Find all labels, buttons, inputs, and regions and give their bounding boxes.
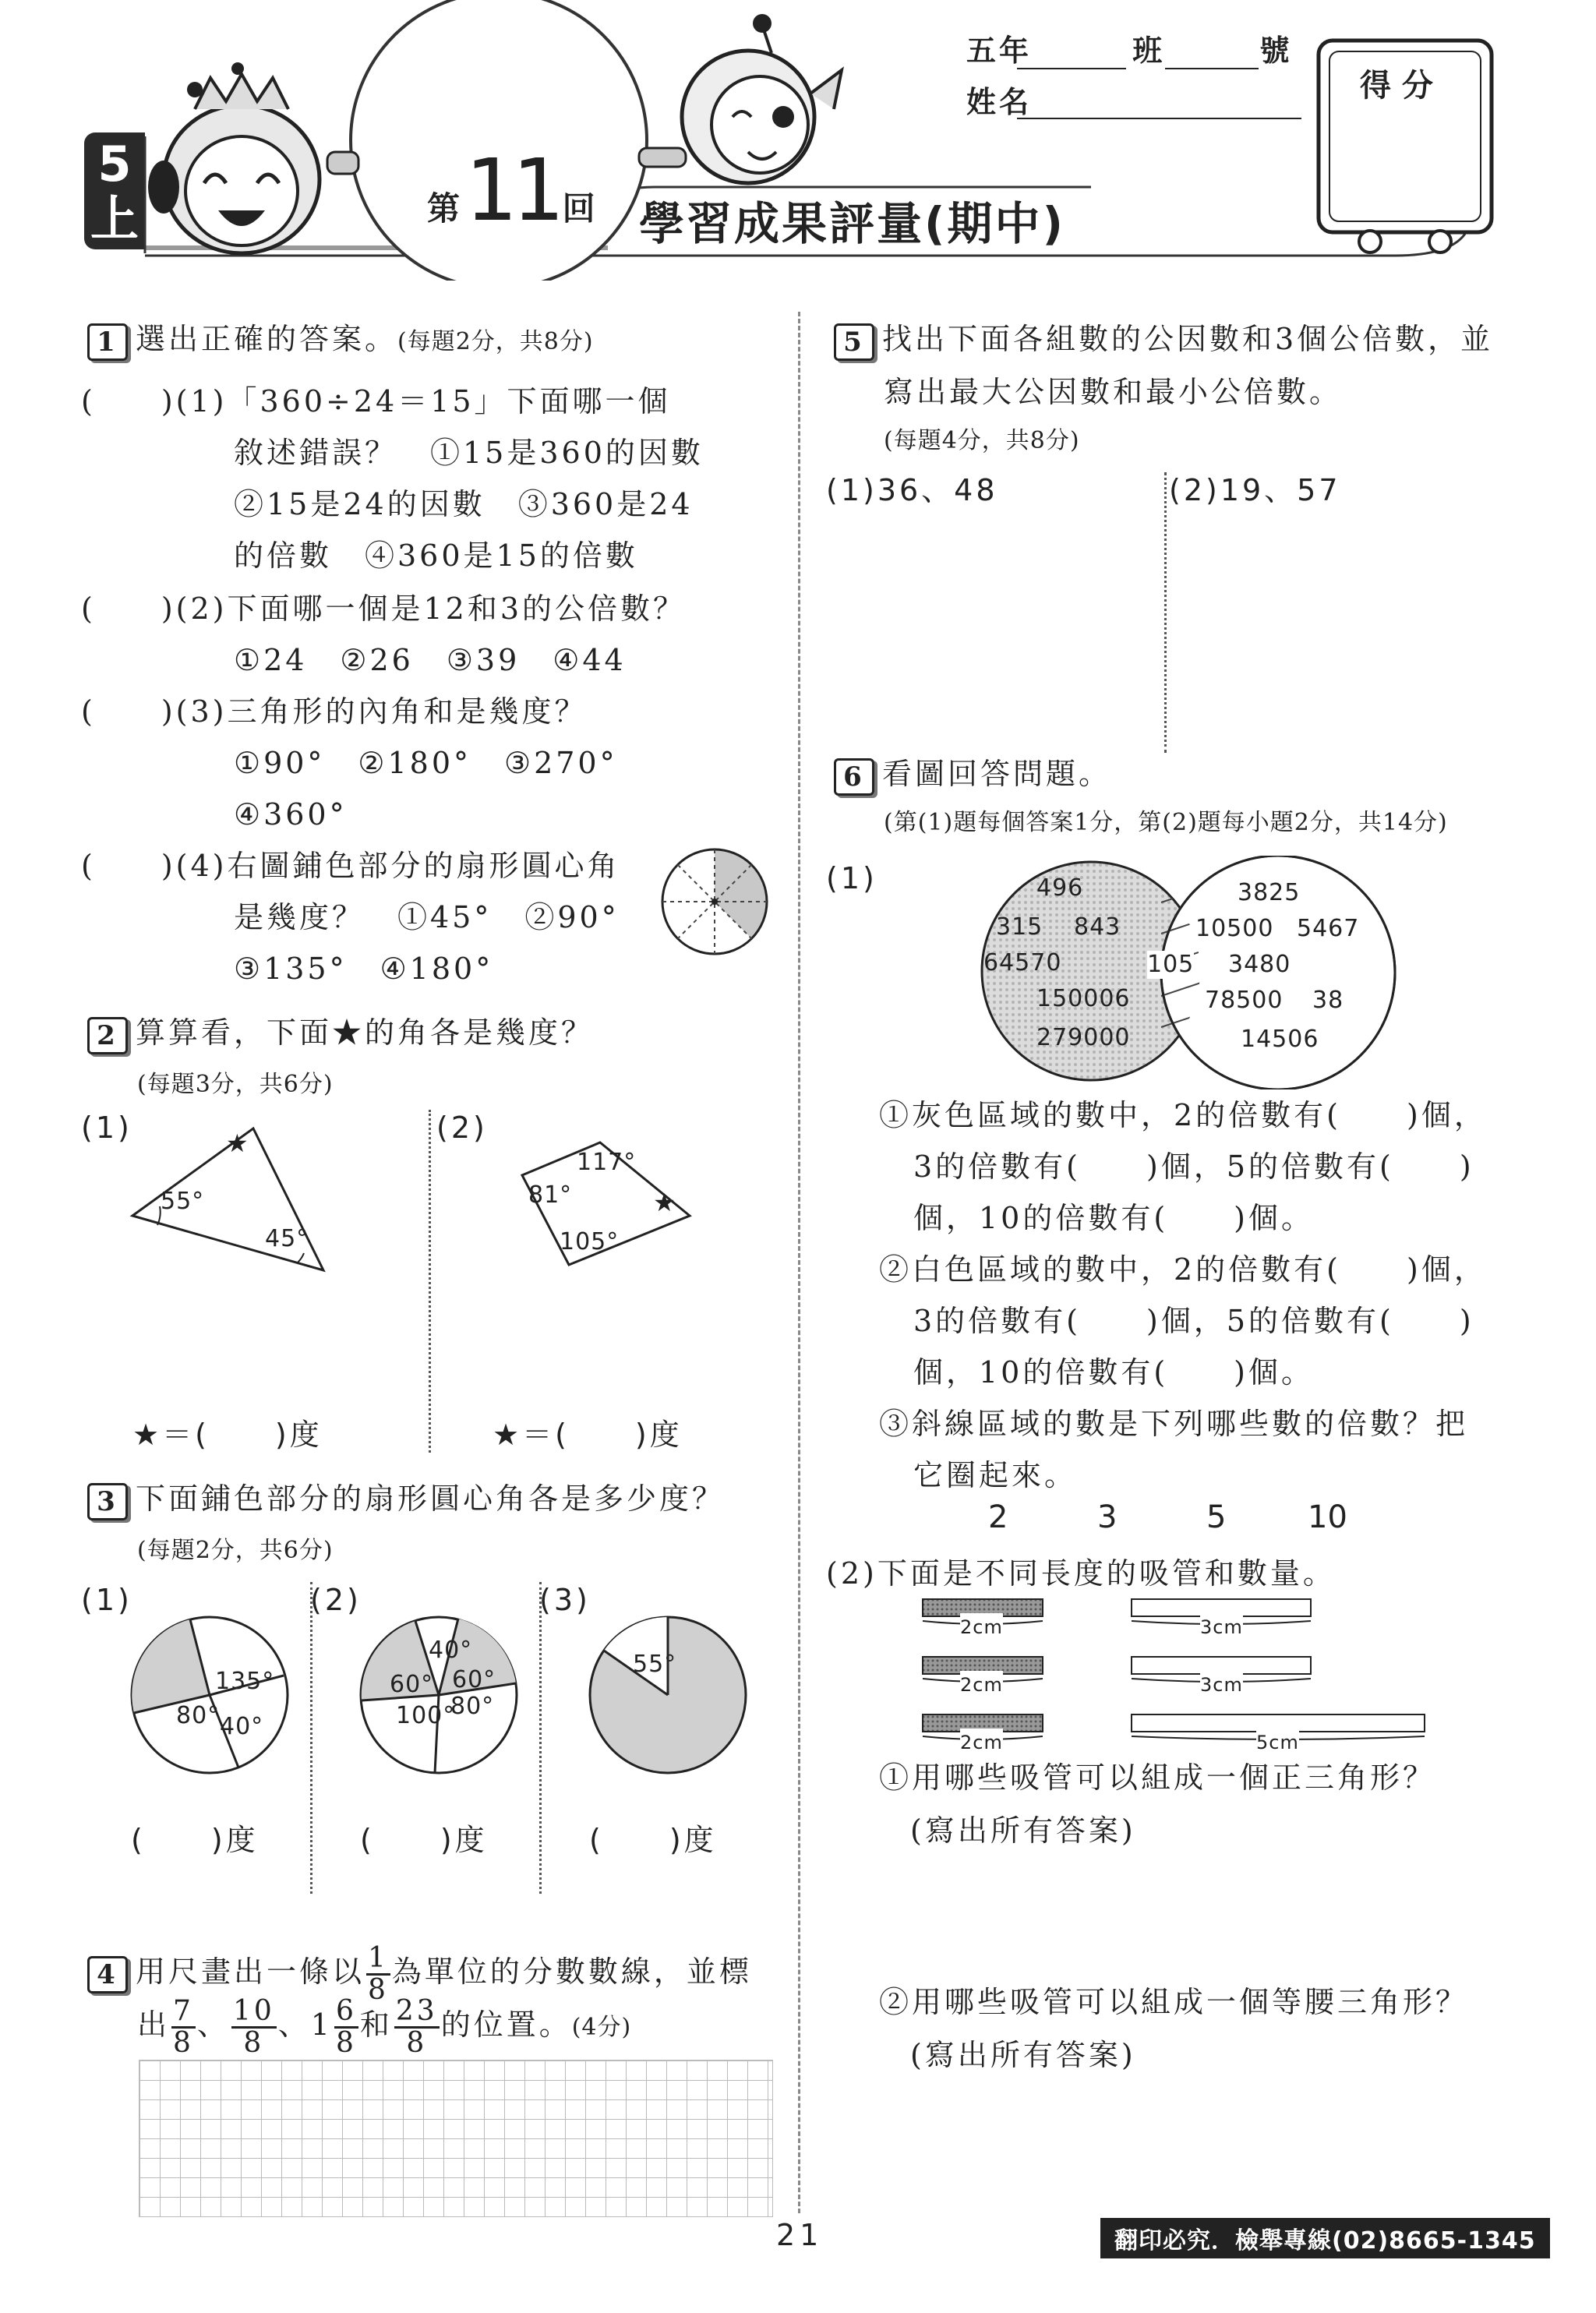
q1-item4-line: 是幾度？ ①45° ②90° xyxy=(234,900,620,934)
q3-divider-1 xyxy=(310,1582,312,1894)
q4-sep: 、 xyxy=(196,2008,230,2042)
q4-unit-num: 1 xyxy=(368,1942,389,1974)
q4-drawing-grid[interactable] xyxy=(139,2060,773,2217)
q1-item4-line: ③135° ④180° xyxy=(234,952,494,986)
straw-label-right-2: 3cm xyxy=(1200,1671,1243,1699)
q4-unit-den: 8 xyxy=(368,1974,389,2006)
q4-text-a: 用尺畫出一條以 xyxy=(136,1955,365,1989)
q1-item3-line: ①90° ②180° ③270° xyxy=(234,746,618,780)
q4-text-c: 出 xyxy=(137,2008,171,2042)
q5-sub1: (1)36、48 xyxy=(826,473,998,507)
round-label xyxy=(427,140,595,240)
q1-heading xyxy=(87,321,594,361)
choice-2[interactable]: 2 xyxy=(988,1499,1008,1535)
venn-right-2: 10500 xyxy=(1195,915,1274,942)
q4-line2 xyxy=(137,1997,631,2058)
q6-ask1b: (寫出所有答案) xyxy=(910,1813,1136,1848)
q2-tri-angle-a: 55° xyxy=(161,1188,205,1215)
q5-line2: 寫出最大公因數和最小公倍數。 xyxy=(884,375,1343,409)
q6-sub2: (2)下面是不同長度的吸管和數量。 xyxy=(826,1556,1336,1591)
q3-sub3-label: (3) xyxy=(539,1583,591,1617)
q4-f4-den: 8 xyxy=(406,2027,428,2059)
q4-f1-num: 7 xyxy=(173,1995,194,2027)
venn-right-4: 3480 xyxy=(1228,951,1291,978)
q3-circle-3 xyxy=(586,1613,750,1777)
seat-label: 號 xyxy=(1259,34,1293,68)
q1-item1-line: ( )(1)「360÷24＝15」下面哪一個 xyxy=(81,384,671,418)
q1-item2-line: ①24 ②26 ③39 ④44 xyxy=(234,643,627,677)
venn-left-4: 64570 xyxy=(983,949,1062,976)
q3-c1-c: 40° xyxy=(220,1713,264,1740)
q4-and: 和 xyxy=(359,2008,393,2042)
q6-line: 3的倍數有( )個，5的倍數有( ) xyxy=(913,1149,1474,1184)
q1-prompt: 選出正確的答案。 xyxy=(136,322,398,356)
q6-line: ③斜線區域的數是下列哪些數的倍數？把 xyxy=(879,1407,1469,1441)
q6-line: ②白色區域的數中，2的倍數有( )個， xyxy=(879,1252,1487,1287)
q5-line1 xyxy=(834,321,1493,361)
q4-f2-den: 8 xyxy=(243,2027,265,2059)
q2-answer1: ★＝( )度 xyxy=(132,1418,323,1452)
q4-fraction-1 xyxy=(171,1997,196,2058)
q5-sub2: (2)19、57 xyxy=(1169,473,1341,507)
q1-item1-line: ②15是24的因數 ③360是24 xyxy=(234,487,694,521)
q1-item3-line: ( )(3)三角形的內角和是幾度？ xyxy=(81,694,588,729)
straw-label-right-1: 3cm xyxy=(1200,1613,1243,1641)
q2-quad-angle-a: 117° xyxy=(577,1149,637,1176)
class-label: 班 xyxy=(1132,34,1166,68)
q3-c2-a: 40° xyxy=(429,1637,473,1664)
q2-points: (每題3分，共6分) xyxy=(137,1071,334,1098)
q4-text-d: 的位置。 xyxy=(440,2008,572,2042)
q4-f4-num: 23 xyxy=(395,1995,438,2027)
venn-middle: 105 xyxy=(1147,951,1195,978)
q2-quad-angle-b: 81° xyxy=(528,1181,573,1209)
q5-text-1: 找出下面各組數的公因數和3個公倍數，並 xyxy=(882,322,1494,356)
q3-c1-a: 135° xyxy=(215,1668,275,1695)
q1-item4-line: ( )(4)右圖鋪色部分的扇形圓心角 xyxy=(81,849,620,883)
q6-line: 個，10的倍數有( )個。 xyxy=(913,1201,1315,1235)
q4-number: 4 xyxy=(87,1956,128,1993)
straw-label-right-3: 5cm xyxy=(1256,1729,1299,1757)
left-robot-icon xyxy=(148,62,358,253)
q6-prompt: 看圖回答問題。 xyxy=(882,757,1112,791)
q3-number: 3 xyxy=(87,1483,128,1520)
q6-sub1: (1) xyxy=(826,861,877,895)
q6-line: 個，10的倍數有( )個。 xyxy=(913,1355,1315,1390)
q2-sub2-label: (2) xyxy=(436,1111,488,1145)
q6-choices xyxy=(988,1499,1347,1535)
q1-item1-line: 的倍數 ④360是15的倍數 xyxy=(234,539,638,573)
q1-item3 xyxy=(81,686,618,840)
q1-item4 xyxy=(81,840,620,994)
q2-number: 2 xyxy=(87,1017,128,1054)
q4-fraction-2 xyxy=(231,1997,277,2058)
q3-c2-c: 60° xyxy=(452,1666,496,1693)
venn-left-3: 843 xyxy=(1074,913,1121,941)
choice-5[interactable]: 5 xyxy=(1206,1499,1227,1535)
q3-prompt: 下面鋪色部分的扇形圓心角各是多少度？ xyxy=(136,1481,726,1516)
q6-heading xyxy=(834,756,1111,796)
q1-points: (每題2分，共8分) xyxy=(397,328,594,355)
q5-points: (每題4分，共8分) xyxy=(884,427,1080,454)
q6-ask1: ①用哪些吸管可以組成一個正三角形？ xyxy=(879,1760,1436,1795)
q6-ask2: ②用哪些吸管可以組成一個等腰三角形？ xyxy=(879,1985,1469,2019)
venn-left-6: 279000 xyxy=(1036,1024,1131,1051)
q3-c2-b: 60° xyxy=(390,1671,434,1698)
q3-sub1-label: (1) xyxy=(81,1583,132,1617)
venn-right-1: 3825 xyxy=(1238,879,1301,906)
choice-3[interactable]: 3 xyxy=(1097,1499,1118,1535)
venn-right-6: 38 xyxy=(1312,987,1344,1014)
q6-line: 它圈起來。 xyxy=(913,1458,1078,1492)
q2-answer2: ★＝( )度 xyxy=(493,1418,683,1452)
q4-f3-whole: 1 xyxy=(310,2008,333,2042)
q4-f3-num: 6 xyxy=(335,1995,357,2027)
round-prefix: 第 xyxy=(427,189,461,228)
q2-divider xyxy=(429,1110,431,1453)
venn-right-3: 5467 xyxy=(1297,915,1360,942)
grade-label: 五年 xyxy=(966,34,1033,68)
venn-right-7: 14506 xyxy=(1241,1026,1319,1053)
choice-10[interactable]: 10 xyxy=(1308,1499,1347,1535)
q1-item3-line: ④360° xyxy=(234,797,348,832)
q2-triangle-star: ★ xyxy=(226,1128,249,1158)
q3-answer1: ( )度 xyxy=(131,1823,259,1857)
venn-left-5: 150006 xyxy=(1036,985,1131,1012)
q4-fraction-3 xyxy=(334,1997,358,2058)
q6-ask2b: (寫出所有答案) xyxy=(910,2038,1136,2072)
q3-divider-2 xyxy=(539,1582,542,1894)
q6-line: ①灰色區域的數中，2的倍數有( )個， xyxy=(879,1098,1487,1132)
venn-right-5: 78500 xyxy=(1205,987,1284,1014)
q4-fraction-4 xyxy=(394,1997,440,2058)
page-number: 21 xyxy=(776,2218,824,2252)
q3-answer3: ( )度 xyxy=(589,1823,717,1857)
name-label: 姓名 xyxy=(966,85,1033,119)
q1-item1 xyxy=(81,376,704,581)
q4-f2-num: 10 xyxy=(232,1995,275,2027)
page-title: 學習成果評量(期中) xyxy=(639,197,1066,250)
q3-c2-e: 80° xyxy=(450,1693,495,1720)
q4-f3-den: 8 xyxy=(335,2027,357,2059)
venn-left-1: 496 xyxy=(1036,874,1084,902)
q1-item2-line: ( )(2)下面哪一個是12和3的公倍數？ xyxy=(81,591,687,626)
grade-tag-text: 5上 xyxy=(90,136,139,247)
q3-answer2: ( )度 xyxy=(360,1823,488,1857)
q6-questions xyxy=(879,1089,1487,1501)
q3-heading xyxy=(87,1481,725,1520)
venn-left-2: 315 xyxy=(996,913,1043,941)
q6-points: (第(1)題每個答案1分，第(2)題每小題2分，共14分) xyxy=(884,809,1448,836)
q2-sub1-label: (1) xyxy=(81,1111,132,1145)
q2-quad-star: ★ xyxy=(653,1188,676,1217)
copyright-notice: 翻印必究．檢舉專線(02)8665-1345 xyxy=(1100,2218,1550,2258)
q4-text-b: 為單位的分數數線，並標 xyxy=(391,1955,752,1989)
q6-line: 3的倍數有( )個，5的倍數有( ) xyxy=(913,1304,1474,1338)
q5-number: 5 xyxy=(834,323,874,361)
q1-sector-figure xyxy=(656,843,773,960)
round-suffix: 回 xyxy=(562,189,595,228)
q5-divider xyxy=(1164,472,1167,753)
right-robot-icon xyxy=(639,14,842,183)
q2-quad-angle-c: 105° xyxy=(560,1228,620,1255)
q1-number: 1 xyxy=(87,323,128,361)
score-label: 得 分 xyxy=(1360,68,1433,104)
straw-label-left-2: 2cm xyxy=(960,1671,1003,1699)
column-divider xyxy=(798,312,800,2213)
q2-tri-angle-b: 45° xyxy=(265,1225,309,1252)
q3-c2-d: 100° xyxy=(396,1702,456,1729)
q6-number: 6 xyxy=(834,758,874,796)
q3-c1-b: 80° xyxy=(176,1702,221,1729)
q4-f1-den: 8 xyxy=(173,2027,194,2059)
q1-item2 xyxy=(81,583,686,686)
q3-c3-a: 55° xyxy=(633,1651,677,1678)
round-number: 11 xyxy=(464,140,559,240)
q1-item1-line: 敘述錯誤？ ①15是360的因數 xyxy=(234,436,704,470)
q2-heading xyxy=(87,1015,594,1054)
q4-sep: 、 xyxy=(277,2008,311,2042)
q3-points: (每題2分，共6分) xyxy=(137,1537,334,1564)
class-info xyxy=(966,33,1293,69)
q2-prompt: 算算看，下面★的角各是幾度？ xyxy=(136,1015,595,1050)
q3-sub2-label: (2) xyxy=(310,1583,362,1617)
straw-label-left-1: 2cm xyxy=(960,1613,1003,1641)
straw-label-left-3: 2cm xyxy=(960,1729,1003,1757)
q4-points: (4分) xyxy=(571,2014,632,2041)
